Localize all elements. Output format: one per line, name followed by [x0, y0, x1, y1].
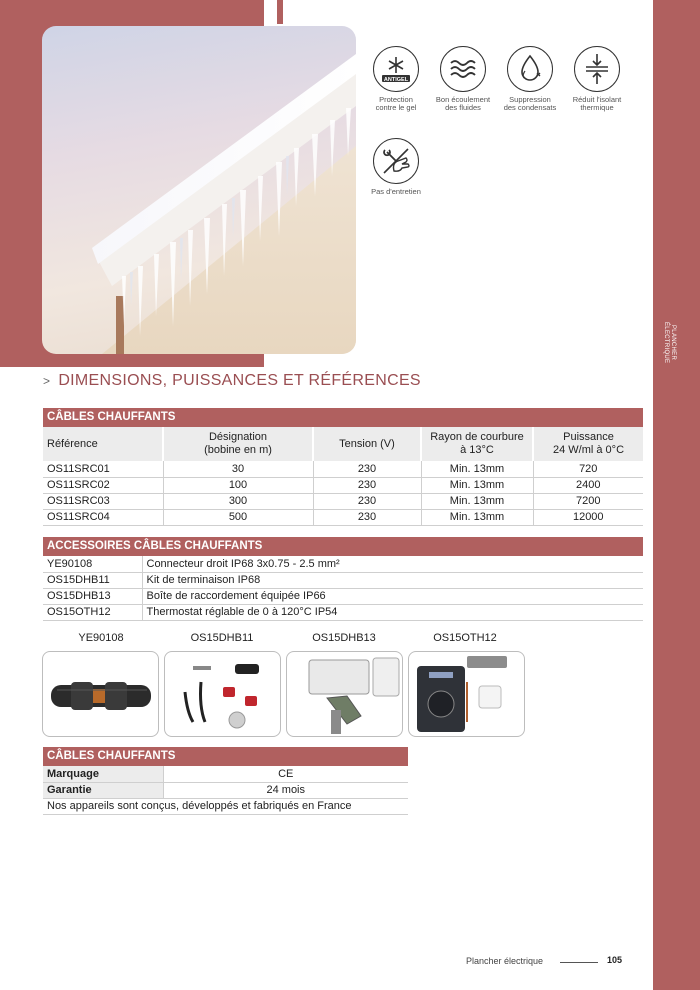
- footer-divider: [560, 962, 598, 963]
- table-row: [43, 782, 408, 798]
- section-title: > DIMENSIONS, PUISSANCES ET RÉFÉRENCES: [43, 372, 421, 389]
- col-rayon: Rayon de courbure à 13°C: [421, 427, 533, 461]
- col-puissance: Puissance 24 W/ml à 0°C: [533, 427, 643, 461]
- insulation-arrows-icon: [574, 46, 620, 92]
- col-designation: Désignation (bobine en m): [163, 427, 313, 461]
- table-row: OS15OTH12 Thermostat réglable de 0 à 120°C IP54: [43, 604, 643, 620]
- feature-flow: Bon écoulement des fluides: [427, 46, 499, 112]
- table-row: OS11SRC03 300 230 Min. 13mm 7200: [43, 493, 643, 509]
- antigel-badge: ANTIGEL: [383, 77, 409, 83]
- feature-antigel: ANTIGEL Protection contre le gel: [360, 46, 432, 112]
- cables-table-header: CÂBLES CHAUFFANTS: [43, 408, 643, 427]
- table-row: OS11SRC01 30 230 Min. 13mm 720: [43, 461, 643, 477]
- garantie-value: 24 mois: [163, 782, 408, 798]
- thermostat-image: [408, 651, 525, 737]
- table-row: YE90108 Connecteur droit IP68 3x0.75 - 2.5 mm²: [43, 556, 643, 572]
- col-tension: Tension (V): [313, 427, 421, 461]
- footer-section-name: Plancher électrique: [466, 956, 544, 966]
- junction-box-image: [286, 651, 403, 737]
- table-row: OS15DHB11 Kit de terminaison IP68: [43, 572, 643, 588]
- wrench-hand-icon: [373, 138, 419, 184]
- specs-table: [43, 766, 408, 815]
- hero-photo-icicles: [42, 26, 356, 354]
- accessory-label: OS15DHB11: [190, 632, 254, 644]
- origin-note: Nos appareils sont conçus, développés et fabriqués en France: [43, 798, 408, 814]
- table-row: [43, 798, 408, 814]
- chevron-right-icon: >: [43, 374, 51, 388]
- table-row: OS11SRC02 100 230 Min. 13mm 2400: [43, 477, 643, 493]
- side-section-label: PLANCHER ÉLECTRIQUE: [663, 322, 676, 364]
- accessories-table: [43, 556, 643, 621]
- side-band: [653, 0, 700, 990]
- table-row: [43, 766, 408, 782]
- cables-table-column-headers: [43, 427, 643, 461]
- feature-entretien: Pas d'entretien: [360, 138, 432, 196]
- feature-icons: [366, 46, 636, 206]
- specs-table-header: CÂBLES CHAUFFANTS: [43, 747, 408, 766]
- termination-kit-image: [164, 651, 281, 737]
- feature-isolant: Réduit l'isolant thermique: [561, 46, 633, 112]
- col-reference: Référence: [43, 427, 163, 461]
- marquage-value: CE: [163, 766, 408, 782]
- flow-waves-icon: [440, 46, 486, 92]
- accessory-label: OS15OTH12: [433, 632, 497, 644]
- connector-product-image: [42, 651, 159, 737]
- marquage-label: Marquage: [43, 766, 163, 782]
- table-row: OS15DHB13 Boîte de raccordement équipée IP66: [43, 588, 643, 604]
- table-row: OS11SRC04 500 230 Min. 13mm 12000: [43, 509, 643, 525]
- garantie-label: Garantie: [43, 782, 163, 798]
- cables-table: [43, 427, 643, 526]
- accessory-label: YE90108: [78, 632, 124, 644]
- accessory-image-labels: [43, 632, 523, 646]
- droplets-icon: [507, 46, 553, 92]
- page-number: 105: [607, 955, 623, 965]
- feature-condensats: Suppression des condensats: [494, 46, 566, 112]
- accessories-table-header: ACCESSOIRES CÂBLES CHAUFFANTS: [43, 537, 643, 556]
- accessory-label: OS15DHB13: [312, 632, 376, 644]
- decorative-strip: [277, 0, 283, 24]
- snowflake-antigel-icon: [373, 46, 419, 92]
